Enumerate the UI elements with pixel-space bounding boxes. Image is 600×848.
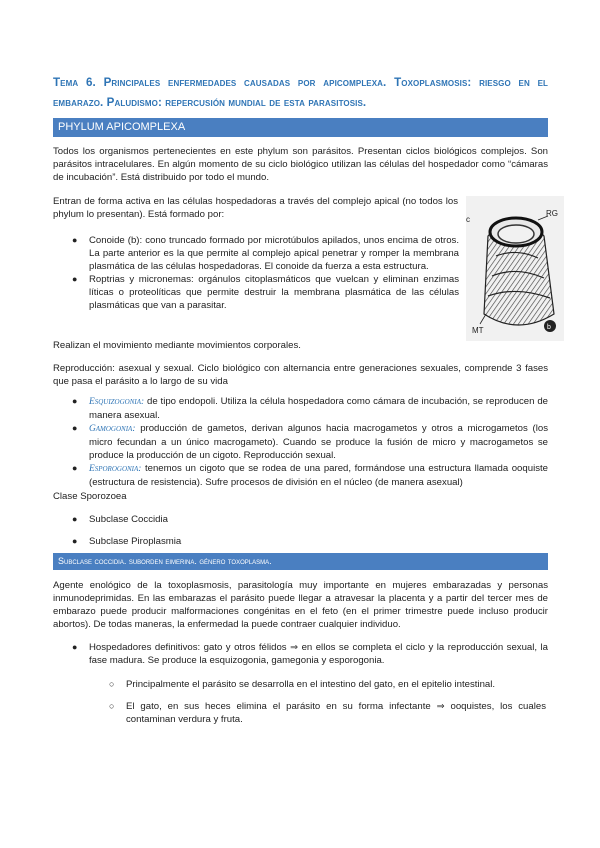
figure-label-b: b [547,324,551,331]
phase-text: tenemos un cigoto que se rodea de una pared, formándose una estructura llamada ooquiste (estructura de resistencia). Sufre procesos de división en el núcleo (de manera asexual) [89,463,548,488]
list-item-text: Hospedadores definitivos: gato y otros félidos ⇒ en ellos se completa el ciclo y la reproducción sexual, la fase madura. Se produce la esquizogonia, gamegonia y esporogonia. [89,642,548,666]
list-item-text: Subclase Coccidia [89,514,168,525]
list-item-text: El gato, en sus heces elimina el parásito en su forma infectante ⇒ ooquistes, los cuales contaminan verdura y fruta. [126,701,546,725]
list-item [72,395,548,422]
phase-term: Esquizogonia: [89,397,145,407]
list-item [72,422,548,462]
apical-complex-paragraph: Entran de forma activa en las células hospedadoras a través del complejo apical (no todos los phylum lo presentan). Está formado por: [53,196,458,220]
bullet-icon: ● [72,235,78,245]
document-title: Tema 6. Principales enfermedades causadas por apicomplexa. Toxoplasmosis: riesgo en el embarazo. Paludismo: repercusión mundial de esta parasitosis. [53,76,548,109]
figure-label-mt: MT [472,326,484,335]
figure-label-rg: RG [546,209,558,218]
list-item-text: Principalmente el parásito se desarrolla en el intestino del gato, en el epitelio intestinal. [126,679,496,690]
bullet-icon: ● [72,514,78,524]
reproduction-paragraph: Reproducción: asexual y sexual. Ciclo biológico con alternancia entre generaciones sexuales, comprende 3 fases que pasa el parásito a lo largo de su vida [53,363,548,387]
bullet-icon: ● [72,396,78,406]
apical-complex-figure [466,196,564,341]
list-item [72,513,548,535]
circle-bullet-icon: ○ [109,701,115,711]
list-item [72,273,459,312]
intro-paragraph: Todos los organismos pertenecientes en este phylum son parásitos. Presentan ciclos biológicos complejos. Son parásitos intracelulares. En algún momento de su ciclo biológico utilizan las células del hospedador como “cámaras de incubación”. Está distribuido por todo el mundo. [53,146,548,183]
class-label: Clase Sporozoea [53,491,127,502]
toxoplasma-intro-paragraph: Agente enológico de la toxoplasmosis, parasitología muy importante en mujeres embarazadas y personas inmunodeprimidas. En las embarazas el parásito puede llegar a atravesar la placenta y a partir del tercer mes de embarazo puede producir malformaciones congénitas en el feto (en el primer trimestre puede incluso producir abortos). De todas maneras, la enfermedad la puede contraer cualquier individuo. [53,580,548,630]
list-item [72,641,548,667]
subclass-list [72,513,548,557]
list-item-text: Conoide (b): cono truncado formado por microtúbulos apilados, unos encima de otros. La parte anterior es la que permite al complejo apical penetrar y romper la membrana plasmática de las células hospedadoras. El conoide da fuerza a esta estructura. [89,235,459,272]
conoid-illustration [466,196,564,341]
bullet-icon: ● [72,536,78,546]
section-heading-phylum: PHYLUM APICOMPLEXA [53,118,548,137]
movement-paragraph: Realizan el movimiento mediante movimientos corporales. [53,340,301,351]
list-item-text: Roptrias y micronemas: orgánulos citoplasmáticos que vuelcan y eliminan enzimas líticas o proteolíticas que permite destruir la membrana plasmática de las células plasmáticas que van a parasitar. [89,274,459,311]
phase-text: de tipo endopoli. Utiliza la célula hospedadora como cámara de incubación, se reproducen de manera asexual. [89,396,548,421]
hosts-list [72,641,548,667]
phase-text: producción de gametos, derivan algunos hacia macrogametos y otros a microgametos (los micro fecundan a un único macrogameto). Cuando se produce la fusión de micro y macrogametos se produce la producción de un cigoto. Reproducción sexual. [89,423,548,461]
phase-term: Esporogonia: [89,464,142,474]
host-details-list [109,678,546,726]
list-item [72,462,548,489]
circle-bullet-icon: ○ [109,679,115,689]
list-item [109,678,546,691]
bullet-icon: ● [72,463,78,473]
figure-label-c: c [466,215,470,224]
bullet-icon: ● [72,423,78,433]
phases-list [72,395,548,489]
phase-term: Gamogonia: [89,424,136,434]
list-item [72,234,459,273]
bullet-icon: ● [72,274,78,284]
section-heading-toxoplasma: Subclase coccidia. suborden eimerina. género toxoplasma. [53,553,548,570]
apical-complex-list [72,234,459,312]
list-item-text: Subclase Piroplasmia [89,536,182,547]
bullet-icon: ● [72,642,78,652]
list-item [109,700,546,726]
